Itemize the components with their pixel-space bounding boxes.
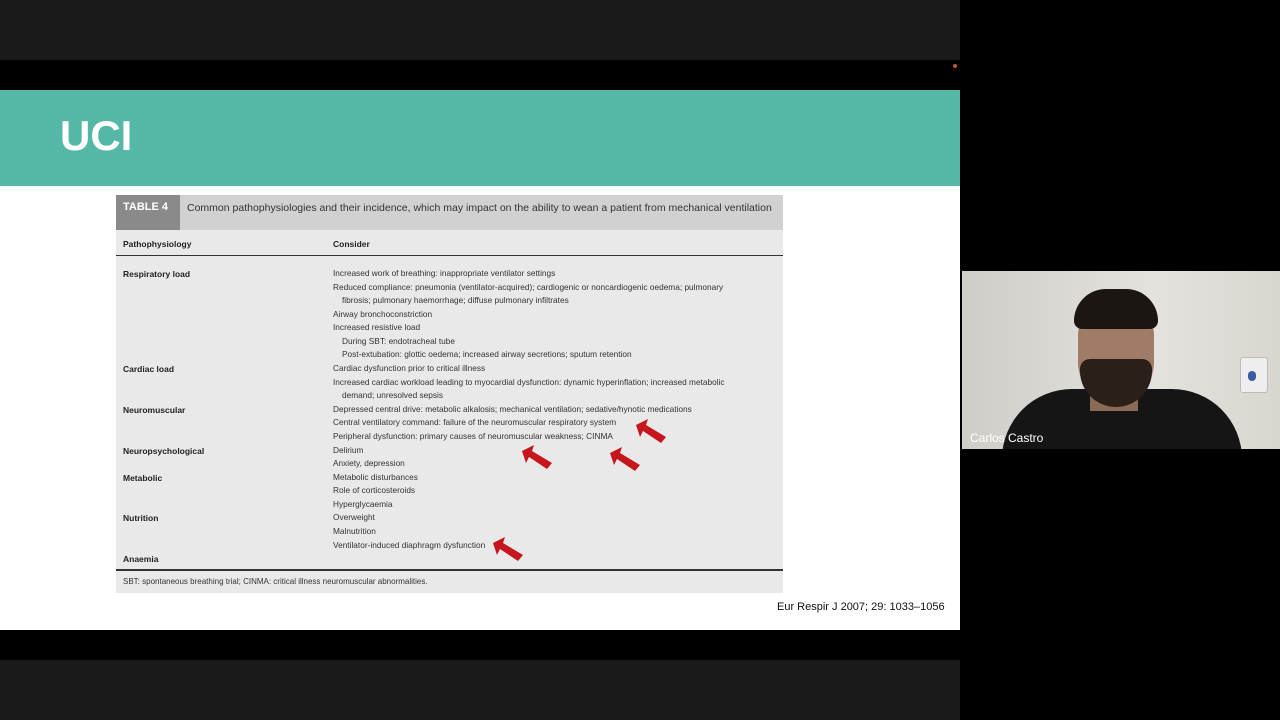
table-footer-rule <box>116 569 783 571</box>
table-item: Depressed central drive: metabolic alkalosis; mechanical ventilation; sedative/hynotic medications <box>333 404 692 414</box>
table-item: Metabolic disturbances <box>333 472 418 482</box>
dispenser-button-icon <box>1248 371 1256 381</box>
arrow-pointer-icon <box>608 445 642 473</box>
arrow-pointer-icon <box>520 443 554 471</box>
table-item: Increased work of breathing: inappropriate ventilator settings <box>333 268 556 278</box>
table-footnote: SBT: spontaneous breathing trial; CINMA: critical illness neuromuscular abnormalities. <box>123 577 428 586</box>
table-header-rule <box>116 255 783 256</box>
category-metabolic: Metabolic <box>123 473 163 483</box>
table-item: Cardiac dysfunction prior to critical illness <box>333 363 486 373</box>
table-item: Role of corticosteroids <box>333 485 416 495</box>
table-badge: TABLE 4 <box>116 195 180 230</box>
slide-citation: Eur Respir J 2007; 29: 1033–1056 <box>777 601 945 613</box>
bottom-letterbox <box>0 660 960 720</box>
table-item: Hyperglycaemia <box>333 499 393 509</box>
table-item: During SBT: endotracheal tube <box>342 336 456 346</box>
table-item: Increased cardiac workload leading to myocardial dysfunction: dynamic hyperinflation; increased metabolic <box>333 377 725 387</box>
recording-dot-icon <box>953 64 957 68</box>
table-item: Reduced compliance: pneumonia (ventilator-acquired); cardiogenic or noncardiogenic oedema; pulmonary <box>333 282 724 292</box>
participant-hair <box>1074 289 1158 329</box>
slide-header <box>0 90 960 186</box>
category-cardiac-load: Cardiac load <box>123 364 175 374</box>
table-caption-bar <box>116 195 783 230</box>
slide-title: UCI <box>60 112 133 159</box>
category-nutrition: Nutrition <box>123 513 159 523</box>
table-item: Airway bronchoconstriction <box>333 309 433 319</box>
category-neuromuscular: Neuromuscular <box>123 405 186 415</box>
presentation-slide <box>0 90 960 630</box>
arrow-pointer-icon <box>491 535 525 563</box>
table-item: Increased resistive load <box>333 322 421 332</box>
participant-video-tile[interactable] <box>962 271 1280 449</box>
arrow-pointer-icon <box>634 417 668 445</box>
table-item: Malnutrition <box>333 526 376 536</box>
column-header-consider: Consider <box>333 239 370 249</box>
table-figure <box>116 195 783 593</box>
table-item: fibrosis; pulmonary haemorrhage; diffuse pulmonary infiltrates <box>342 295 569 305</box>
participant-name: Carlos Castro <box>970 431 1044 445</box>
table-item: Peripheral dysfunction: primary causes of neuromuscular weakness; CINMA <box>333 431 613 441</box>
category-respiratory-load: Respiratory load <box>123 269 191 279</box>
category-anaemia: Anaemia <box>123 554 159 564</box>
table-item: Delirium <box>333 445 364 455</box>
table-item: Overweight <box>333 512 375 522</box>
column-header-pathophysiology: Pathophysiology <box>123 239 192 249</box>
table-item: demand; unresolved sepsis <box>342 390 444 400</box>
table-caption: Common pathophysiologies and their incidence, which may impact on the ability to wean a patient from mechanical ventilation <box>187 202 772 214</box>
table-item: Post-extubation: glottic oedema; increased airway secretions; sputum retention <box>342 349 632 359</box>
table-item: Anxiety, depression <box>333 458 405 468</box>
table-item: Ventilator-induced diaphragm dysfunction <box>333 540 486 550</box>
table-item: Central ventilatory command: failure of the neuromuscular respiratory system <box>333 417 617 427</box>
top-letterbox <box>0 0 960 60</box>
category-neuropsychological: Neuropsychological <box>123 446 205 456</box>
